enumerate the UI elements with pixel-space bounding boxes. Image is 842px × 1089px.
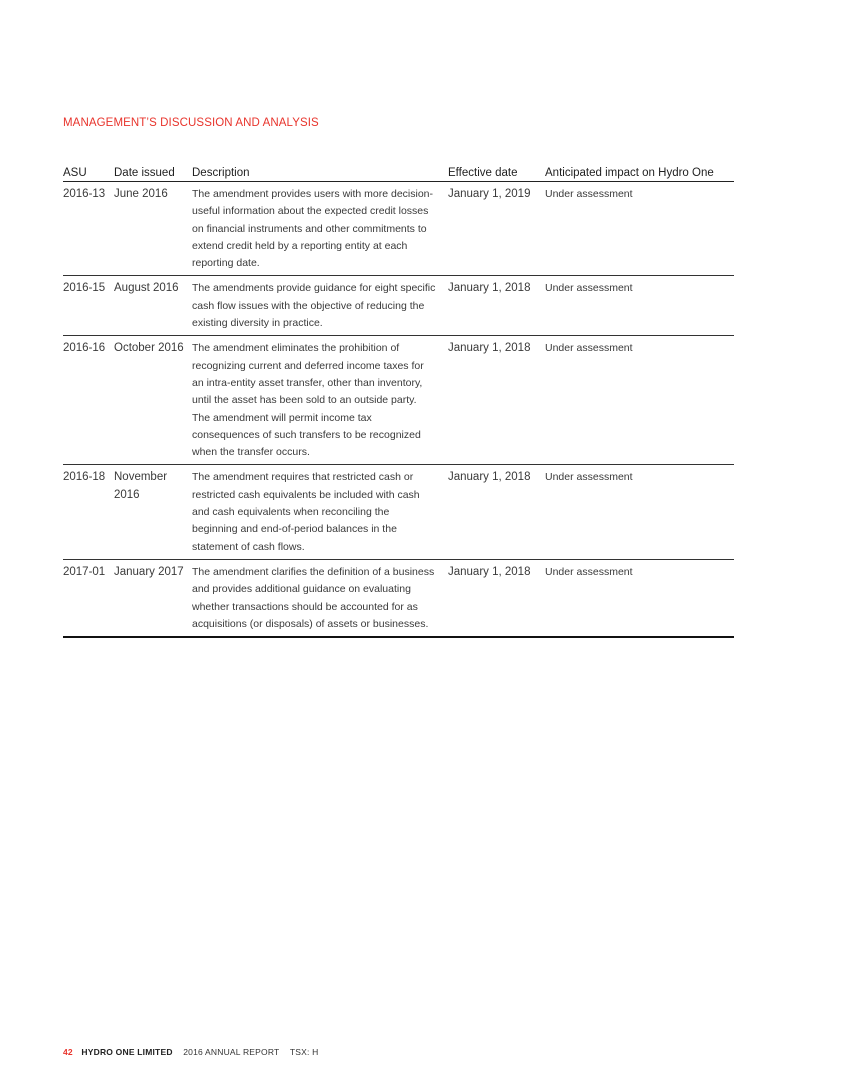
page-number: 42 [63,1047,73,1057]
asu-number: 2016-16 [63,336,114,465]
column-header-effective-date: Effective date [448,164,545,182]
description: The amendment requires that restricted cash or restricted cash equivalents be included with cash and cash equivalents when reconciling the beginning and end-of-period balances in the statement of cash flows. [192,465,448,559]
description: The amendment provides users with more decision-useful information about the expected credit losses on financial instruments and other commitments to extend credit held by a reporting entity at each reporting date. [192,182,448,276]
date-issued: November 2016 [114,465,192,559]
asu-table [63,164,734,638]
asu-number: 2017-01 [63,559,114,637]
description: The amendment clarifies the definition of a business and provides additional guidance on evaluating whether transactions should be accounted for as acquisitions (or disposals) of assets or businesses. [192,559,448,637]
date-issued: October 2016 [114,336,192,465]
date-issued: August 2016 [114,276,192,336]
column-header-date-issued: Date issued [114,164,192,182]
column-header-anticipated-impact: Anticipated impact on Hydro One [545,164,734,182]
description: The amendment eliminates the prohibition of recognizing current and deferred income taxes for an intra-entity asset transfer, other than inventory, until the asset has been sold to an outside party. The amendment will permit income tax consequences of such transfers to be recognized when the transfer occurs. [192,336,448,465]
anticipated-impact: Under assessment [545,559,734,637]
asu-number: 2016-18 [63,465,114,559]
section-title: MANAGEMENT’S DISCUSSION AND ANALYSIS [63,117,319,129]
effective-date: January 1, 2018 [448,465,545,559]
column-header-asu: ASU [63,164,114,182]
anticipated-impact: Under assessment [545,336,734,465]
report-name: 2016 ANNUAL REPORT [183,1047,280,1057]
anticipated-impact: Under assessment [545,182,734,276]
table-row [63,276,734,336]
effective-date: January 1, 2019 [448,182,545,276]
company-name: HYDRO ONE LIMITED [81,1047,173,1057]
asu-number: 2016-15 [63,276,114,336]
table-row [63,465,734,559]
effective-date: January 1, 2018 [448,276,545,336]
effective-date: January 1, 2018 [448,336,545,465]
ticker-symbol: TSX: H [289,1047,319,1057]
asu-number: 2016-13 [63,182,114,276]
table-row [63,182,734,276]
column-header-description: Description [192,164,448,182]
anticipated-impact: Under assessment [545,465,734,559]
table-row [63,559,734,637]
page-footer [63,1047,318,1057]
table-header-row [63,164,734,182]
anticipated-impact: Under assessment [545,276,734,336]
description: The amendments provide guidance for eight specific cash flow issues with the objective of reducing the existing diversity in practice. [192,276,448,336]
date-issued: January 2017 [114,559,192,637]
effective-date: January 1, 2018 [448,559,545,637]
table-row [63,336,734,465]
date-issued: June 2016 [114,182,192,276]
